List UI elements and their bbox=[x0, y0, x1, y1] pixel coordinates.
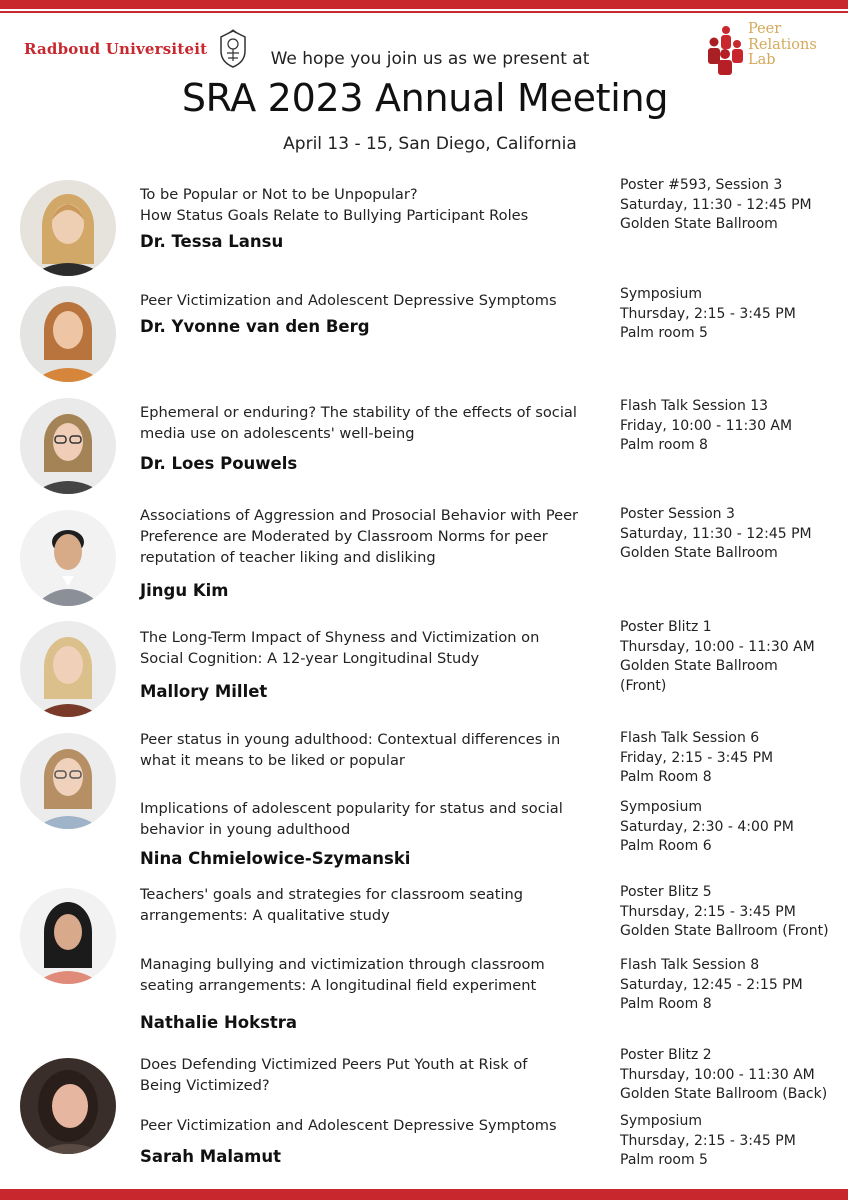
session-info: Poster #593, Session 3 Saturday, 11:30 - 12:45 PM Golden State Ballroom bbox=[620, 177, 812, 232]
talk-title: Teachers' goals and strategies for classroom seating arrangements: A qualitative study bbox=[140, 886, 524, 924]
university-name: Radboud Universiteit bbox=[24, 40, 208, 58]
avatar bbox=[20, 180, 116, 276]
session-info: Poster Blitz 2 Thursday, 10:00 - 11:30 AM Golden State Ballroom (Back) bbox=[620, 1047, 828, 1102]
talk-title: Implications of adolescent popularity for status and social behavior in young adulthood bbox=[140, 800, 563, 838]
avatar bbox=[20, 888, 116, 984]
talk-title: Does Defending Victimized Peers Put Youth at Risk of Being Victimized? bbox=[140, 1056, 528, 1094]
session-info: Symposium Thursday, 2:15 - 3:45 PM Palm room 5 bbox=[620, 286, 796, 341]
presenter-photo bbox=[20, 1058, 116, 1154]
talk-title: Ephemeral or enduring? The stability of the effects of social media use on adolescents' well-being bbox=[140, 404, 577, 442]
presenter-name: Sarah Malamut bbox=[140, 1147, 281, 1166]
presenter-name: Dr. Tessa Lansu bbox=[140, 232, 284, 251]
session-info: Poster Blitz 1 Thursday, 10:00 - 11:30 AM Golden State Ballroom (Front) bbox=[620, 619, 815, 694]
presenter-photo bbox=[20, 621, 116, 717]
avatar bbox=[20, 1058, 116, 1154]
page-title: SRA 2023 Annual Meeting bbox=[181, 76, 669, 120]
talk-title: Associations of Aggression and Prosocial Behavior with Peer Preference are Moderated by Classroom Norms for peer reputation of teacher liking and disliking bbox=[140, 507, 579, 566]
presenter-photo bbox=[20, 510, 116, 606]
presenter-photo bbox=[20, 398, 116, 494]
talk-title: To be Popular or Not to be Unpopular? How Status Goals Relate to Bullying Participant Roles bbox=[140, 186, 529, 224]
intro-text: We hope you join us as we present at bbox=[270, 49, 590, 69]
people-group-icon bbox=[706, 24, 746, 76]
presenter-name: Jingu Kim bbox=[140, 581, 229, 600]
presenter-photo bbox=[20, 286, 116, 382]
avatar bbox=[20, 398, 116, 494]
peer-relations-lab-logo bbox=[706, 22, 826, 78]
session-info: Symposium Thursday, 2:15 - 3:45 PM Palm room 5 bbox=[620, 1113, 796, 1168]
presenter-name: Mallory Millet bbox=[140, 682, 268, 701]
presenter-photo bbox=[20, 888, 116, 984]
presenter-name: Nina Chmielowice-Szymanski bbox=[140, 849, 411, 868]
talk-title: Managing bullying and victimization through classroom seating arrangements: A longitudinal field experiment bbox=[140, 956, 545, 994]
avatar bbox=[20, 621, 116, 717]
avatar bbox=[20, 286, 116, 382]
lab-name: Peer Relations Lab bbox=[748, 21, 817, 68]
talk-title: The Long-Term Impact of Shyness and Victimization on Social Cognition: A 12-year Longitudinal Study bbox=[140, 629, 540, 667]
session-info: Poster Blitz 5 Thursday, 2:15 - 3:45 PM Golden State Ballroom (Front) bbox=[620, 884, 829, 939]
talk-title: Peer Victimization and Adolescent Depressive Symptoms bbox=[140, 292, 557, 309]
session-info: Poster Session 3 Saturday, 11:30 - 12:45 PM Golden State Ballroom bbox=[620, 506, 812, 561]
presenter-photo bbox=[20, 180, 116, 276]
session-info: Symposium Saturday, 2:30 - 4:00 PM Palm Room 6 bbox=[620, 799, 794, 854]
avatar bbox=[20, 510, 116, 606]
bottom-border bbox=[0, 1189, 848, 1200]
top-border bbox=[0, 0, 848, 13]
presenter-name: Dr. Loes Pouwels bbox=[140, 454, 298, 473]
talk-title: Peer status in young adulthood: Contextual differences in what it means to be liked or popular bbox=[140, 731, 561, 769]
avatar bbox=[20, 733, 116, 829]
event-dates: April 13 - 15, San Diego, California bbox=[283, 134, 577, 154]
presenter-name: Dr. Yvonne van den Berg bbox=[140, 317, 370, 336]
session-info: Flash Talk Session 6 Friday, 2:15 - 3:45 PM Palm Room 8 bbox=[620, 730, 774, 785]
presenter-name: Nathalie Hokstra bbox=[140, 1013, 298, 1032]
session-info: Flash Talk Session 13 Friday, 10:00 - 11:30 AM Palm room 8 bbox=[620, 398, 793, 453]
talk-title: Peer Victimization and Adolescent Depressive Symptoms bbox=[140, 1117, 557, 1134]
presenter-photo bbox=[20, 733, 116, 829]
session-info: Flash Talk Session 8 Saturday, 12:45 - 2:15 PM Palm Room 8 bbox=[620, 957, 803, 1012]
